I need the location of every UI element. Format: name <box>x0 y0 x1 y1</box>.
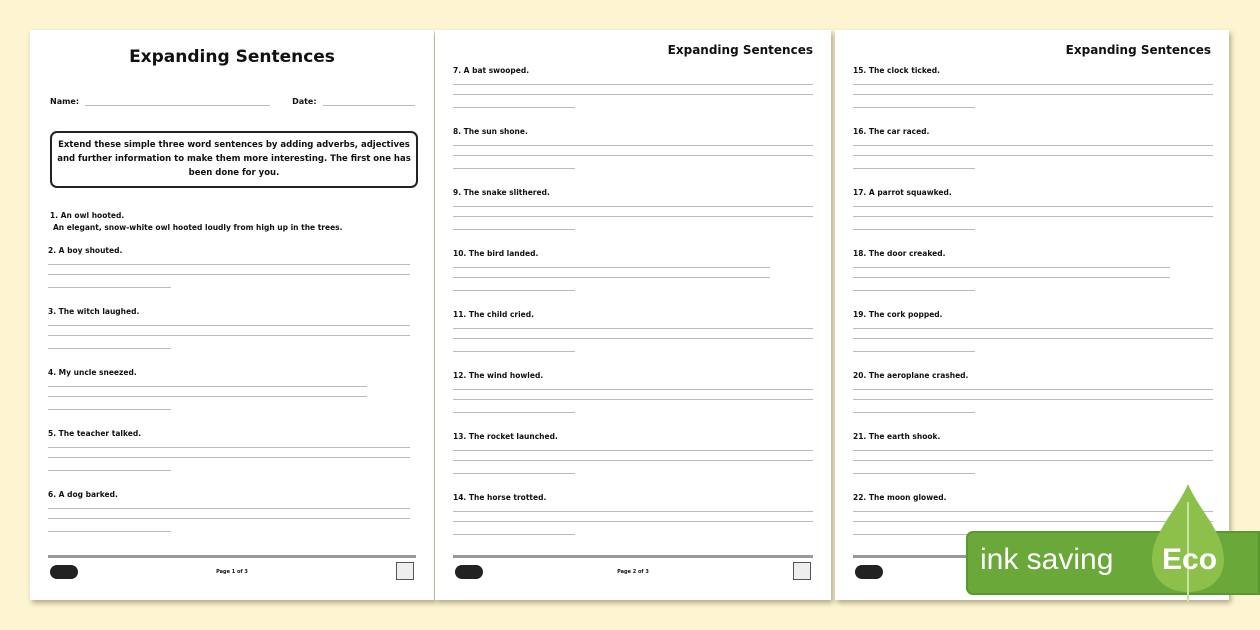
name-label: Name: <box>50 97 80 106</box>
question-item <box>48 305 410 366</box>
answer-line[interactable] <box>853 534 975 535</box>
question-label: 8. The sun shone. <box>453 127 528 136</box>
question-label: 15. The clock ticked. <box>853 66 940 75</box>
question-item <box>853 308 1213 369</box>
answer-line[interactable] <box>853 277 1170 278</box>
page-number: Page 1 of 3 <box>216 569 248 575</box>
answer-line[interactable] <box>853 399 1213 400</box>
answer-line[interactable] <box>453 338 813 339</box>
answer-line[interactable] <box>853 351 975 352</box>
answer-line[interactable] <box>48 264 410 265</box>
answer-line[interactable] <box>453 84 813 85</box>
answer-line[interactable] <box>453 460 813 461</box>
answer-line[interactable] <box>453 290 575 291</box>
answer-line[interactable] <box>453 412 575 413</box>
question-item <box>48 427 410 488</box>
question-item <box>48 488 410 549</box>
question-item <box>453 125 813 186</box>
name-line <box>85 97 270 106</box>
question-label: 17. A parrot squawked. <box>853 188 952 197</box>
question-label: 16. The car raced. <box>853 127 930 136</box>
page-title: Expanding Sentences <box>129 47 335 67</box>
answer-line[interactable] <box>853 155 1213 156</box>
question-label: 13. The rocket launched. <box>453 432 558 441</box>
answer-line[interactable] <box>48 386 367 387</box>
answer-line[interactable] <box>453 206 813 207</box>
question-item <box>453 491 813 552</box>
worksheet-page-2 <box>435 30 831 600</box>
answer-line[interactable] <box>453 399 813 400</box>
answer-line[interactable] <box>48 409 171 410</box>
example-answer: An elegant, snow-white owl hooted loudly from high up in the trees. <box>53 223 343 232</box>
answer-line[interactable] <box>853 94 1213 95</box>
item-list <box>48 244 410 549</box>
question-item <box>853 186 1213 247</box>
question-item <box>453 369 813 430</box>
question-label: 21. The earth shook. <box>853 432 941 441</box>
question-item <box>453 247 813 308</box>
question-item <box>453 430 813 491</box>
page-footer <box>48 555 416 587</box>
question-label: 3. The witch laughed. <box>48 307 140 316</box>
answer-line[interactable] <box>453 168 575 169</box>
seal-icon <box>793 562 811 580</box>
question-item <box>853 369 1213 430</box>
page-number: Page 2 of 3 <box>617 569 649 575</box>
instructions-box: Extend these simple three word sentences by adding adverbs, adjectives and further information to make them more interesting. The first one has been done for you. <box>50 131 418 188</box>
answer-line[interactable] <box>453 94 813 95</box>
question-item <box>453 308 813 369</box>
answer-line[interactable] <box>853 412 975 413</box>
answer-line[interactable] <box>453 229 575 230</box>
question-label: 19. The cork popped. <box>853 310 943 319</box>
question-label: 12. The wind howled. <box>453 371 544 380</box>
answer-line[interactable] <box>853 473 975 474</box>
question-label: 9. The snake slithered. <box>453 188 550 197</box>
answer-line[interactable] <box>453 473 575 474</box>
question-item <box>48 366 410 427</box>
question-item <box>853 125 1213 186</box>
question-label: 2. A boy shouted. <box>48 246 123 255</box>
answer-line[interactable] <box>453 521 813 522</box>
answer-line[interactable] <box>453 534 575 535</box>
item-list <box>853 64 1213 552</box>
example-prompt: 1. An owl hooted. <box>50 211 125 220</box>
answer-line[interactable] <box>453 145 813 146</box>
eco-label: Eco <box>1162 543 1218 576</box>
page-footer <box>453 555 813 587</box>
answer-line[interactable] <box>48 457 410 458</box>
answer-line[interactable] <box>453 328 813 329</box>
question-label: 14. The horse trotted. <box>453 493 547 502</box>
answer-line[interactable] <box>48 447 410 448</box>
answer-line[interactable] <box>453 107 575 108</box>
answer-line[interactable] <box>48 325 410 326</box>
date-line <box>323 97 415 106</box>
example <box>50 210 343 234</box>
answer-line[interactable] <box>48 335 410 336</box>
answer-line[interactable] <box>453 351 575 352</box>
question-label: 4. My uncle sneezed. <box>48 368 137 377</box>
answer-line[interactable] <box>48 287 171 288</box>
answer-line[interactable] <box>853 216 1213 217</box>
page-title: Expanding Sentences <box>1065 43 1211 57</box>
answer-line[interactable] <box>853 267 1170 268</box>
question-label: 20. The aeroplane crashed. <box>853 371 969 380</box>
answer-line[interactable] <box>48 348 171 349</box>
answer-line[interactable] <box>853 145 1213 146</box>
question-label: 5. The teacher talked. <box>48 429 142 438</box>
answer-line[interactable] <box>48 508 410 509</box>
seal-icon <box>396 562 414 580</box>
date-label: Date: <box>292 97 317 106</box>
answer-line[interactable] <box>853 389 1213 390</box>
name-date-row <box>50 97 416 106</box>
answer-line[interactable] <box>453 267 770 268</box>
answer-line[interactable] <box>453 511 813 512</box>
page-title: Expanding Sentences <box>667 43 813 57</box>
answer-line[interactable] <box>853 328 1213 329</box>
answer-line[interactable] <box>453 450 813 451</box>
answer-line[interactable] <box>853 107 975 108</box>
worksheet-page-1 <box>30 30 434 600</box>
question-label: 22. The moon glowed. <box>853 493 947 502</box>
answer-line[interactable] <box>853 450 1213 451</box>
answer-line[interactable] <box>853 168 975 169</box>
logo-icon <box>855 565 883 579</box>
answer-line[interactable] <box>853 290 975 291</box>
question-item <box>48 244 410 305</box>
answer-line[interactable] <box>453 277 770 278</box>
answer-line[interactable] <box>48 396 367 397</box>
answer-line[interactable] <box>48 470 171 471</box>
question-item <box>853 64 1213 125</box>
answer-line[interactable] <box>453 389 813 390</box>
answer-line[interactable] <box>48 531 171 532</box>
answer-line[interactable] <box>453 155 813 156</box>
question-item <box>453 186 813 247</box>
question-item <box>453 64 813 125</box>
question-label: 18. The door creaked. <box>853 249 946 258</box>
answer-line[interactable] <box>853 338 1213 339</box>
question-label: 7. A bat swooped. <box>453 66 530 75</box>
badge-text: ink saving <box>980 543 1114 576</box>
answer-line[interactable] <box>453 216 813 217</box>
question-item <box>853 247 1213 308</box>
question-label: 11. The child cried. <box>453 310 534 319</box>
answer-line[interactable] <box>48 274 410 275</box>
answer-line[interactable] <box>853 460 1213 461</box>
answer-line[interactable] <box>48 518 410 519</box>
item-list <box>453 64 813 552</box>
answer-line[interactable] <box>853 84 1213 85</box>
leaf-icon <box>1150 482 1226 602</box>
answer-line[interactable] <box>853 229 975 230</box>
answer-line[interactable] <box>853 206 1213 207</box>
question-label: 6. A dog barked. <box>48 490 118 499</box>
question-label: 10. The bird landed. <box>453 249 539 258</box>
